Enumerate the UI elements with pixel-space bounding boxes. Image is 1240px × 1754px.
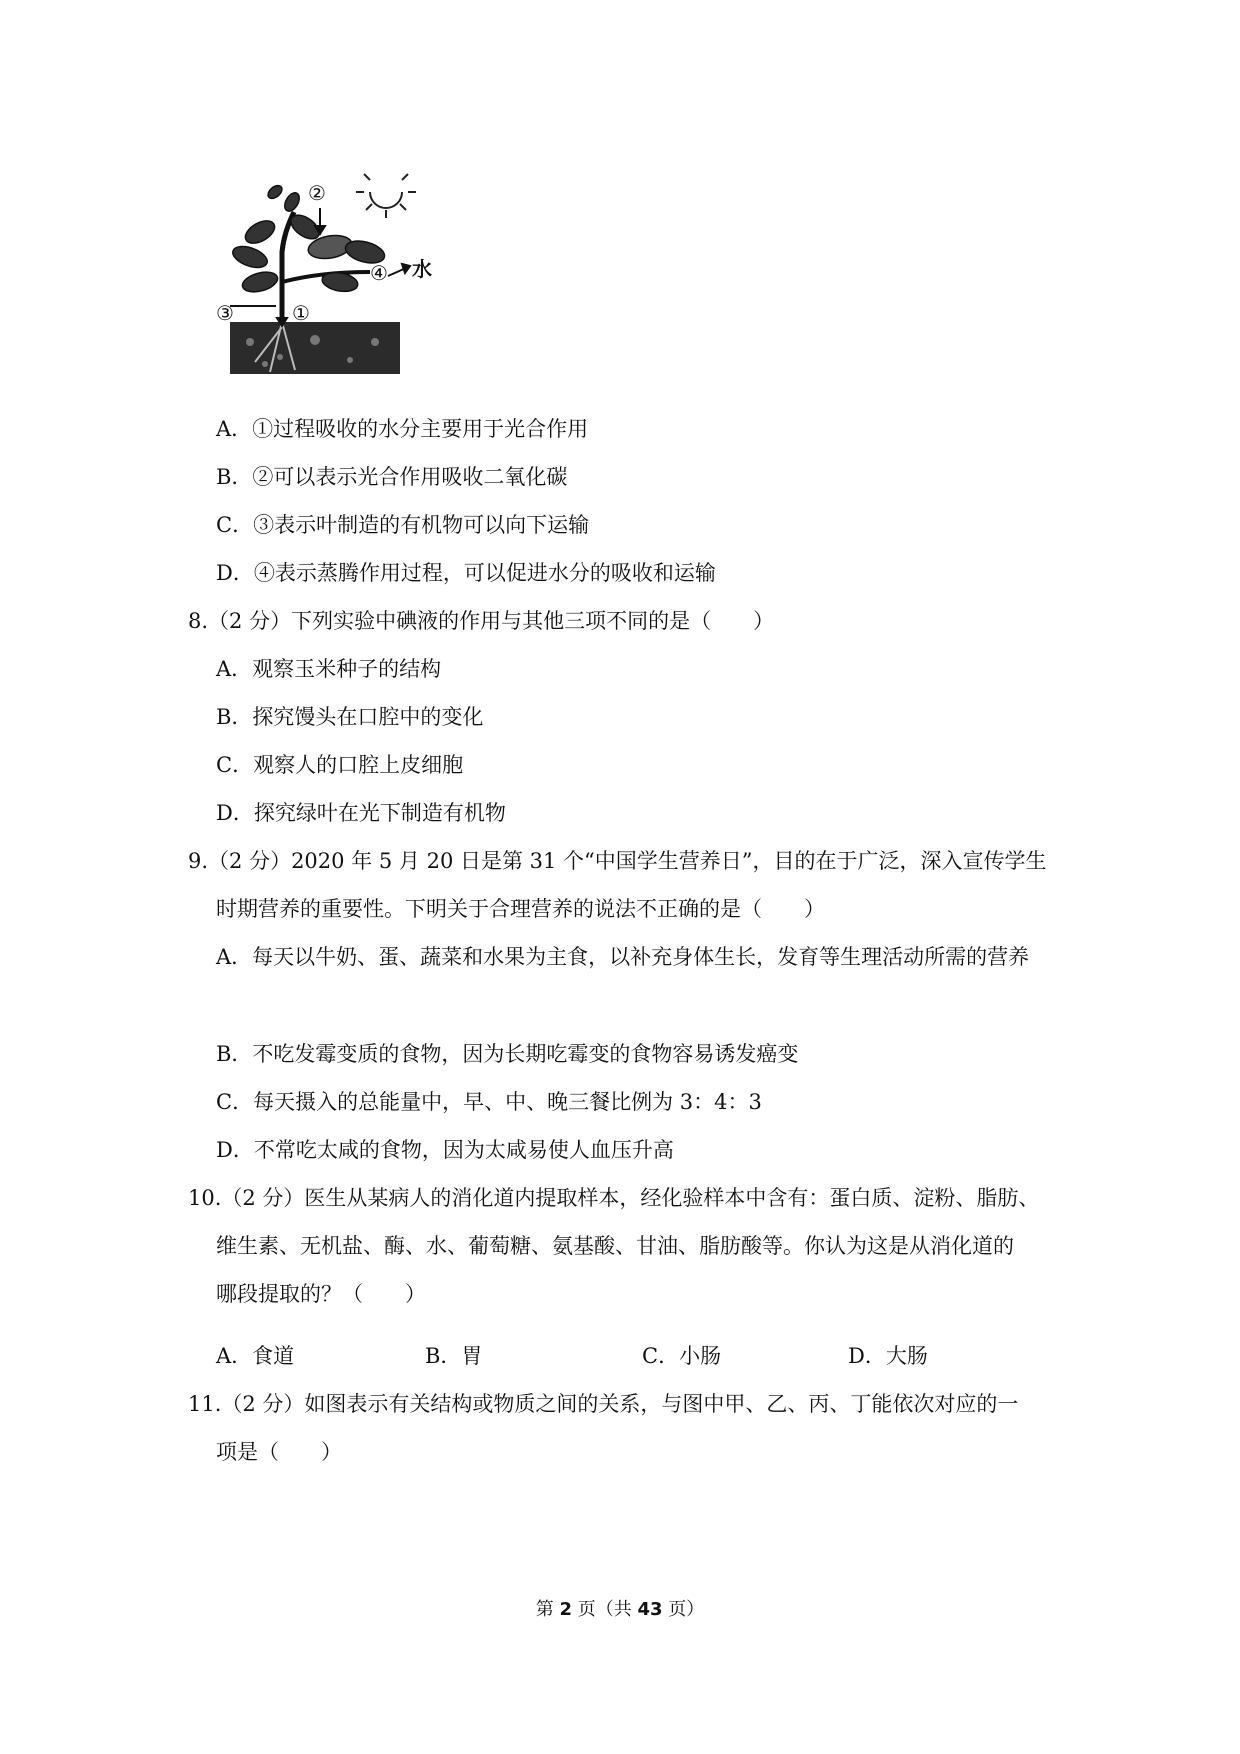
q10-option-b: B．胃: [425, 1344, 483, 1368]
footer-suffix: 页）: [662, 1599, 705, 1620]
q10-option-c: C．小肠: [642, 1344, 722, 1368]
figure-label-4: ④: [370, 261, 388, 285]
q10-stem-line3: 哪段提取的？（ ）: [216, 1282, 426, 1306]
q9-option-a: A．每天以牛奶、蛋、蔬菜和水果为主食，以补充身体生长，发育等生理活动所需的营养: [216, 945, 1030, 969]
page-footer: [0, 1598, 1240, 1622]
q9-stem-line1: 9.（2 分）2020 年 5 月 20 日是第 31 个“中国学生营养日”，目的在于广泛，深入宣传学生: [188, 849, 1047, 873]
footer-total-pages: 43: [637, 1599, 663, 1620]
q11-stem-line2: 项是（ ）: [216, 1440, 342, 1464]
soil-block: [230, 322, 400, 374]
q10-option-a: A．食道: [216, 1344, 295, 1368]
footer-prefix: 第: [535, 1599, 560, 1620]
q9-option-c: C．每天摄入的总能量中，早、中、晚三餐比例为 3：4：3: [216, 1090, 762, 1114]
q8-option-b: B．探究馒头在口腔中的变化: [216, 705, 484, 729]
figure-label-3: ③: [216, 301, 234, 325]
q10-option-d: D．大肠: [848, 1344, 928, 1368]
figure-label-water: 水: [412, 257, 432, 281]
figure-label-2: ②: [308, 181, 326, 205]
q7-option-b: B．②可以表示光合作用吸收二氧化碳: [216, 465, 568, 489]
q9-stem-line2: 时期营养的重要性。下明关于合理营养的说法不正确的是（ ）: [216, 897, 825, 921]
plant-diagram: [216, 172, 450, 392]
q8-option-d: D．探究绿叶在光下制造有机物: [216, 801, 506, 825]
sun-icon: [356, 174, 416, 218]
figure-label-1: ①: [292, 301, 310, 325]
footer-page-number: 2: [559, 1599, 572, 1620]
q9-option-b: B．不吃发霉变质的食物，因为长期吃霉变的食物容易诱发癌变: [216, 1042, 799, 1066]
q9-option-d: D．不常吃太咸的食物，因为太咸易使人血压升高: [216, 1138, 674, 1162]
q7-option-a: A．①过程吸收的水分主要用于光合作用: [216, 417, 589, 441]
q11-stem-line1: 11.（2 分）如图表示有关结构或物质之间的关系，与图中甲、乙、丙、丁能依次对应的一: [188, 1392, 1019, 1416]
q8-stem: 8.（2 分）下列实验中碘液的作用与其他三项不同的是（ ）: [188, 609, 775, 633]
q7-option-d: D．④表示蒸腾作用过程，可以促进水分的吸收和运输: [216, 561, 716, 585]
q8-option-c: C．观察人的口腔上皮细胞: [216, 753, 464, 777]
q7-option-c: C．③表示叶制造的有机物可以向下运输: [216, 513, 590, 537]
q10-stem-line2: 维生素、无机盐、酶、水、葡萄糖、氨基酸、甘油、脂肪酸等。你认为这是从消化道的: [216, 1234, 1014, 1258]
q8-option-a: A．观察玉米种子的结构: [216, 657, 442, 681]
footer-middle: 页（共: [572, 1599, 638, 1620]
q10-stem-line1: 10.（2 分）医生从某病人的消化道内提取样本，经化验样本中含有：蛋白质、淀粉、脂肪、: [188, 1186, 1040, 1210]
